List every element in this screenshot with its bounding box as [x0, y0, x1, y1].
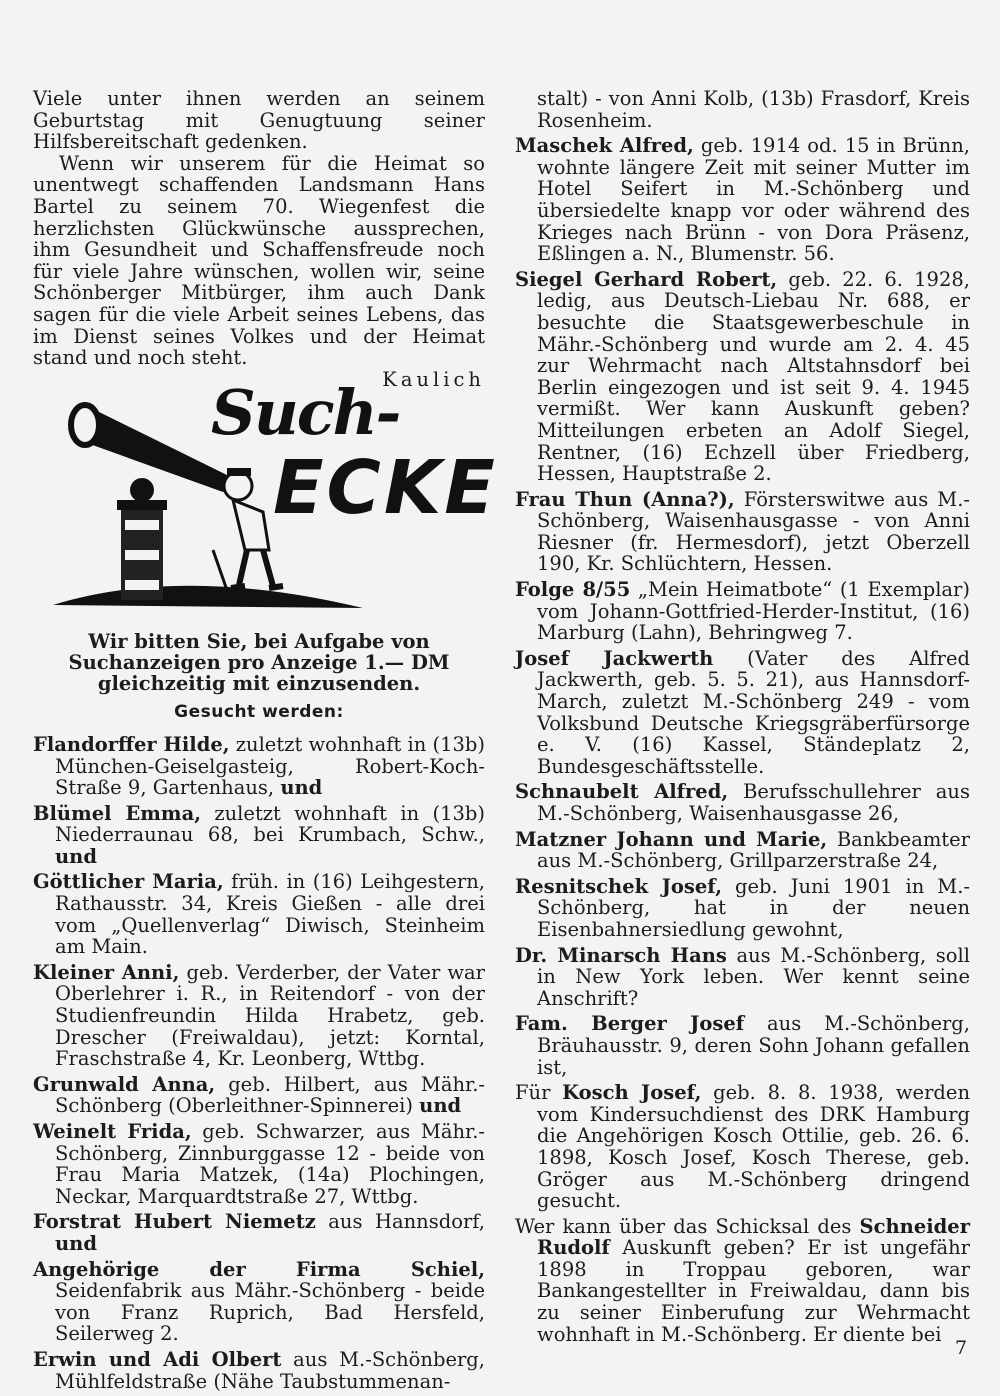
left-column: [33, 87, 498, 1396]
search-entry: [33, 871, 485, 957]
entry-tail: und: [280, 776, 323, 800]
search-entry: [515, 829, 970, 872]
page-number: 7: [955, 1337, 968, 1359]
right-column: [515, 88, 970, 1349]
entry-text: geb. Schwarzer, aus Mähr.-Schönberg, Zinnburggasse 12 - beide von Frau Maria Matzek, (14a) Plochingen, Neckar, Marquardtstraße 27, Wttbg.: [55, 1120, 485, 1208]
entry-text: Berufsschullehrer aus M.-Schönberg, Waisenhausgasse 26,: [537, 780, 970, 825]
entry-tail: und: [55, 844, 97, 868]
entry-pre: Für: [515, 1081, 563, 1105]
entry-text: geb. Verderber, der Vater war Oberlehrer i. R., in Reitendorf - von der Studienfreundin Hilda Hrabetz, geb. Drescher (Freiwaldau), jetzt: Korntal, Fraschstraße 4, Kr. Leonberg, Wttbg.: [55, 960, 485, 1071]
search-entry: [33, 1211, 485, 1254]
search-entry: [515, 269, 970, 485]
entry-name: Matzner Johann und Marie,: [515, 827, 828, 851]
entry-name: Josef Jackwerth: [515, 646, 714, 670]
search-entry: [33, 1121, 485, 1207]
birthday-paragraph: Wenn wir unserem für die Heimat so unentwegt schaffenden Landsmann Hans Bartel zu seinem 70. Wiegenfest die herzlichsten Glückwünsche aussprechen, ihm Gesundheit und Schaffensfreude noch für viele Jahre wünschen, wollen wir, seine Schönberger Mitbürger, ihm auch Dank sagen für die viele Arbeit seines Lebens, das im Dienst seines Volkes und der Heimat stand und noch steht.: [33, 151, 485, 370]
search-entry: [33, 1074, 485, 1117]
entry-name: Erwin und Adi Olbert: [33, 1347, 282, 1371]
entry-text: geb. 1914 od. 15 in Brünn, wohnte längere Zeit mit seiner Mutter im Hotel Seifert in M.-Schönberg und übersiedelte knapp vor oder während des Krieges nach Brünn - von Dora Präsenz, Eßlingen a. N., Blumenstr. 56.: [537, 134, 970, 266]
entry-name: Kosch Josef,: [562, 1081, 702, 1105]
entry-name: Blümel Emma,: [33, 801, 201, 825]
entry-tail: und: [419, 1094, 462, 1118]
search-entry: [33, 1349, 485, 1392]
birthday-intro: Viele unter ihnen werden an seinem Geburtstag mit Genugtuung seiner Hilfsbereitschaft gedenken.: [33, 87, 485, 154]
entry-name: Fam. Berger Josef: [515, 1012, 745, 1036]
entry-text: geb. 8. 8. 1938, werden vom Kindersuchdienst des DRK Hamburg die Angehörigen Kosch Ottilie, geb. 26. 6. 1898, Kosch Josef, Kosch Therese, geb. Gröger aus M.-Schönberg dringend gesucht.: [537, 1081, 970, 1213]
logo-script-text: Such-: [211, 376, 400, 450]
entry-tail: und: [55, 1231, 97, 1255]
entry-text: geb. 22. 6. 1928, ledig, aus Deutsch-Liebau Nr. 688, er besuchte die Staatsgewerbeschule in Mähr.-Schönberg und wurde am 2. 4. 45 zur Wehrmacht nach Altstahnsdorf bei Berlin eingezogen und ist seit 9. 4. 1945 vermißt. Wer kann Auskunft geben? Mitteilungen erbeten an Adolf Siegel, Rentner, (16) Echzell über Friedberg, Hessen, Hauptstraße 2.: [537, 267, 970, 486]
entry-text: Bankbeamter aus M.-Schönberg, Grillparzerstraße 24,: [537, 827, 971, 873]
entry-name: Angehörige der Firma Schiel,: [33, 1257, 485, 1281]
entry-text: „Mein Heimatbote“ (1 Exemplar) vom Johann-Gottfried-Herder-Institut, (16) Marburg (Lahn), Behringweg 7.: [537, 578, 970, 645]
search-entry: [515, 1216, 970, 1346]
entry-name: Folge 8/55: [515, 578, 631, 602]
entry-name: Forstrat Hubert Niemetz: [33, 1210, 316, 1234]
search-entry: [515, 781, 970, 824]
fee-notice: Wir bitten Sie, bei Aufgabe von Suchanzeigen pro Anzeige 1.— DM gleichzeitig mit einzusenden.: [68, 630, 450, 696]
entry-text: zuletzt wohnhaft in (13b) Niederraunau 68, bei Krumbach, Schw.,: [55, 801, 485, 847]
search-entry: [33, 734, 485, 799]
search-entry: [515, 489, 970, 575]
entry-name: Schneider Rudolf: [537, 1214, 970, 1260]
continued-entry: stalt) - von Anni Kolb, (13b) Frasdorf, Kreis Rosenheim.: [537, 87, 970, 132]
logo-ecke-text: ECKE: [273, 445, 498, 532]
search-entry: [515, 1082, 970, 1212]
search-entry: [515, 135, 970, 265]
entry-name: Dr. Minarsch Hans: [515, 943, 727, 967]
entry-text: aus M.-Schönberg, Mühlfeldstraße (Nähe Taubstummenan-: [55, 1347, 485, 1393]
entry-name: Flandorffer Hilde,: [33, 732, 230, 756]
entry-pre: Wer kann über das Schicksal des: [515, 1214, 860, 1238]
search-entry: [515, 876, 970, 941]
search-entry: [33, 1259, 485, 1345]
search-entry: [33, 962, 485, 1070]
search-entry: [515, 579, 970, 644]
entry-name: Göttlicher Maria,: [33, 870, 224, 894]
entry-text: aus Hannsdorf,: [315, 1210, 485, 1234]
search-entry: [33, 803, 485, 868]
entry-name: Frau Thun (Anna?),: [515, 487, 735, 511]
search-entry: [515, 945, 970, 1010]
section-heading: Gesucht werden:: [174, 702, 344, 723]
entry-text: (Vater des Alfred Jackwerth, geb. 5. 5. 21), aus Hannsdorf-March, zuletzt M.-Schönberg 249 - vom Volksbund Deutsche Kriegsgräberfürsorge e. V. (16) Kassel, Ständeplatz 2, Bundesgeschäftsstelle.: [537, 646, 970, 778]
entry-name: Siegel Gerhard Robert,: [515, 267, 778, 291]
entry-text: zuletzt wohnhaft in (13b) München-Geiselgasteig, Robert-Koch-Straße 9, Gartenhaus,: [55, 732, 485, 800]
entry-name: Schnaubelt Alfred,: [515, 780, 729, 804]
entry-name: Weinelt Frida,: [33, 1120, 192, 1143]
entry-text: aus M.-Schönberg, Bräuhausstr. 9, deren Sohn Johann gefallen ist,: [537, 1012, 970, 1079]
entry-text: geb. Hilbert, aus Mähr.-Schönberg (Oberleithner-Spinnerei): [55, 1072, 485, 1118]
entry-name: Kleiner Anni,: [33, 960, 180, 984]
entry-text: aus M.-Schönberg, soll in New York leben. Wer kennt seine Anschrift?: [537, 943, 970, 1010]
entry-text: früh. in (16) Leihgestern, Rathausstr. 34, Kreis Gießen - alle drei vom „Quellenverlag“ Diwisch, Steinheim am Main.: [55, 870, 485, 959]
entry-text: geb. Juni 1901 in M.-Schönberg, hat in der neuen Eisenbahnersiedlung gewohnt,: [537, 874, 970, 941]
search-entry: [515, 1013, 970, 1078]
entry-name: Maschek Alfred,: [515, 134, 694, 158]
entry-text: Seidenfabrik aus Mähr.-Schönberg - beide von Franz Ruprich, Bad Hersfeld, Seilerweg 2.: [55, 1279, 485, 1346]
entry-text: Försterswitwe aus M.-Schönberg, Waisenhausgasse - von Anni Riesner (fr. Hermesdorf), jetzt Oberzell 190, Kr. Schlüchtern, Hessen.: [537, 487, 970, 576]
entry-text: Auskunft geben? Er ist ungefähr 1898 in Troppau geboren, war Bankangestellter in Freiwaldau, dann bis zu seiner Einberufung zur Wehrmacht wohnhaft in M.-Schönberg. Er diente bei: [537, 1236, 970, 1346]
author-signature: Kaulich: [382, 367, 485, 391]
entry-name: Resnitschek Josef,: [515, 874, 723, 898]
search-entry: [515, 648, 970, 778]
entry-name: Grunwald Anna,: [33, 1072, 216, 1096]
